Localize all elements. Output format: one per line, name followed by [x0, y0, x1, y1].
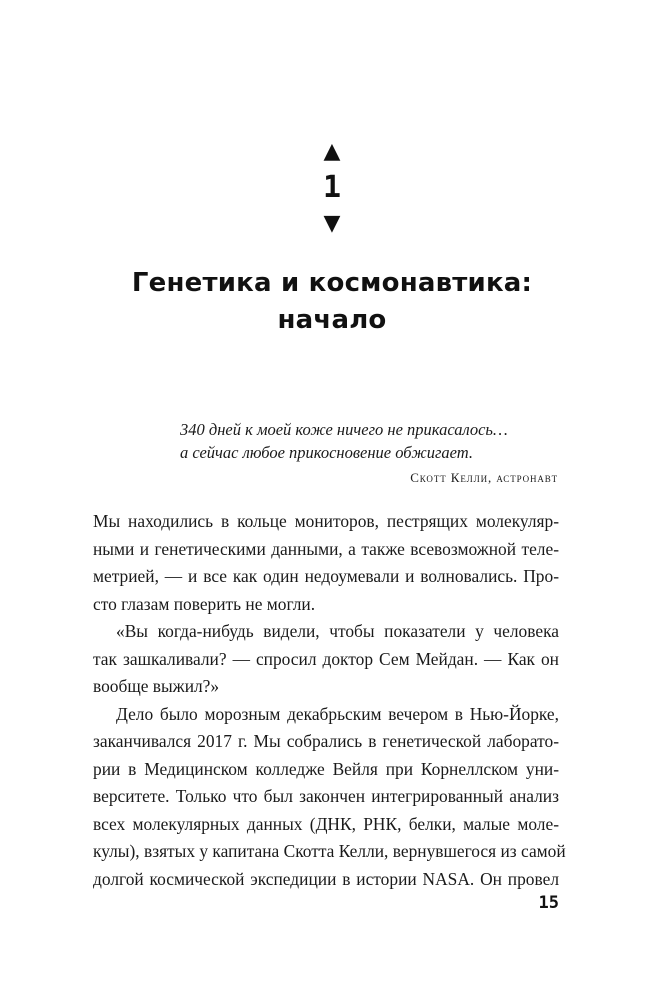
body-line: «Вы когда-нибудь видели, чтобы показатели у человека	[116, 621, 559, 641]
page-number: 15	[538, 893, 559, 913]
chapter-number: 1	[322, 170, 342, 205]
body-line: всех молекулярных данных (ДНК, РНК, белки, малые моле-	[93, 813, 559, 834]
body-line: Дело было морозным декабрьским вечером в Нью-Йорке,	[116, 703, 559, 724]
epigraph-attribution: Скотт Келли, астронавт	[410, 470, 558, 485]
body-line: верситете. Только что был закончен интегрированный анализ	[93, 786, 559, 806]
body-line: сто глазам поверить не могли.	[93, 593, 316, 614]
body-text	[93, 508, 566, 893]
body-line: рии в Медицинском колледже Вейля при Корнеллском уни-	[93, 758, 559, 779]
body-line: ными и генетическими данными, а также всевозможной теле-	[93, 538, 559, 559]
chapter-title	[60, 265, 604, 339]
body-line: долгой космической экспедиции в истории NASA. Он провел	[93, 868, 559, 889]
epigraph	[180, 418, 558, 486]
body-line: Мы находились в кольце мониторов, пестрящих молекуляр-	[93, 511, 559, 531]
body-line: заканчивался 2017 г. Мы собрались в генетической лаборато-	[93, 731, 559, 751]
chapter-title-line2: начало	[277, 305, 387, 335]
body-line: вообще выжил?»	[93, 676, 220, 696]
body-line: метрией, — и все как один недоумевали и волновались. Про-	[93, 566, 559, 586]
epigraph-line2: а сейчас любое прикосновение обжигает.	[180, 443, 473, 462]
body-line: так зашкаливали? — спросил доктор Сем Мейдан. — Как он	[93, 648, 559, 669]
body-line: кулы), взятых у капитана Скотта Келли, вернувшегося из самой	[93, 841, 566, 861]
chapter-title-line1: Генетика и космонавтика:	[131, 268, 533, 298]
epigraph-line1: 340 дней к моей коже ничего не прикасалось…	[180, 420, 508, 439]
triangle-up-icon: ▲	[323, 139, 341, 164]
triangle-down-icon: ▼	[323, 211, 341, 236]
